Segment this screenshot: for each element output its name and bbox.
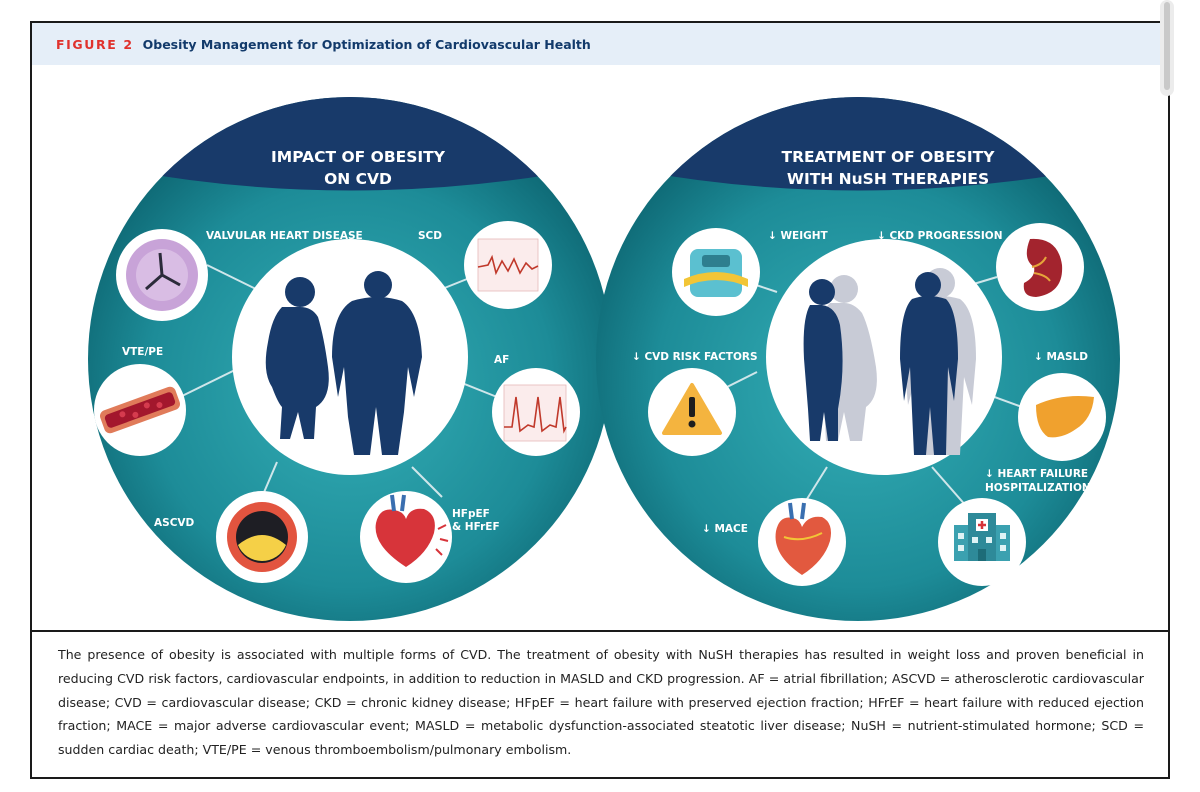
figure-frame	[30, 21, 1170, 779]
af-icon-group	[492, 368, 580, 456]
ckd-icon-group	[996, 223, 1084, 311]
treatment-panel	[580, 92, 1140, 621]
label-hf-hosp-line1: ↓ HEART FAILURE	[985, 468, 1089, 480]
label-scd: SCD	[418, 230, 442, 242]
weight-icon-group	[672, 228, 760, 316]
cvd-risk-icon-group	[648, 368, 736, 456]
treatment-title-line2: WITH NuSH THERAPIES	[786, 170, 990, 188]
label-masld: ↓ MASLD	[1034, 351, 1088, 363]
label-weight: ↓ WEIGHT	[768, 230, 828, 242]
label-valvular: VALVULAR HEART DISEASE	[206, 230, 363, 242]
ascvd-icon-group	[216, 491, 308, 583]
label-ascvd: ASCVD	[154, 517, 195, 529]
masld-icon-group	[1018, 373, 1106, 461]
scd-icon-group	[464, 221, 552, 309]
figure-title-bar	[32, 23, 1168, 65]
label-af: AF	[494, 354, 510, 366]
impact-panel	[72, 92, 632, 621]
scrollbar-thumb[interactable]	[1164, 2, 1170, 90]
vte-icon-group	[94, 364, 186, 456]
label-hf-line2: & HFrEF	[452, 521, 500, 533]
figure-diagram	[32, 67, 1168, 627]
label-mace: ↓ MACE	[702, 523, 748, 535]
impact-title-line2: ON CVD	[324, 170, 392, 188]
figure-title: Obesity Management for Optimization of Cardiovascular Health	[142, 36, 591, 52]
figure-caption: The presence of obesity is associated with multiple forms of CVD. The treatment of obesity with NuSH therapies has resulted in weight loss and proven beneficial in reducing CVD risk factors, cardiovascular endpoints, in addition to reduction in MASLD and CKD progression. AF = atrial fibrillation; ASCVD = atherosclerotic cardiovascular disease; CVD = cardiovascular disease; CKD = chronic kidney disease; HFpEF = heart failure with preserved ejection fraction; HFrEF = heart failure with reduced ejection fraction; MACE = major adverse cardiovascular event; MASLD = metabolic dysfunction-associated steatotic liver disease; NuSH = nutrient-stimulated hormone; SCD = sudden cardiac death; VTE/PE = venous thromboembolism/pulmonary embolism.	[58, 647, 1144, 758]
label-vte: VTE/PE	[122, 346, 164, 358]
caption-divider	[32, 630, 1168, 632]
treatment-title-line1: TREATMENT OF OBESITY	[781, 148, 995, 166]
figure-label: FIGURE 2	[56, 36, 134, 52]
hf-hosp-icon-group	[938, 498, 1026, 586]
label-hf-hosp-line2: HOSPITALIZATIONS	[985, 482, 1099, 494]
label-ckd: ↓ CKD PROGRESSION	[877, 230, 1003, 242]
impact-title-line1: IMPACT OF OBESITY	[271, 148, 445, 166]
label-hf-line1: HFpEF	[452, 508, 490, 520]
valvular-icon-group	[116, 229, 208, 321]
label-cvd-risk: ↓ CVD RISK FACTORS	[632, 351, 758, 363]
hf-icon-group	[360, 491, 452, 583]
mace-icon-group	[758, 498, 846, 586]
